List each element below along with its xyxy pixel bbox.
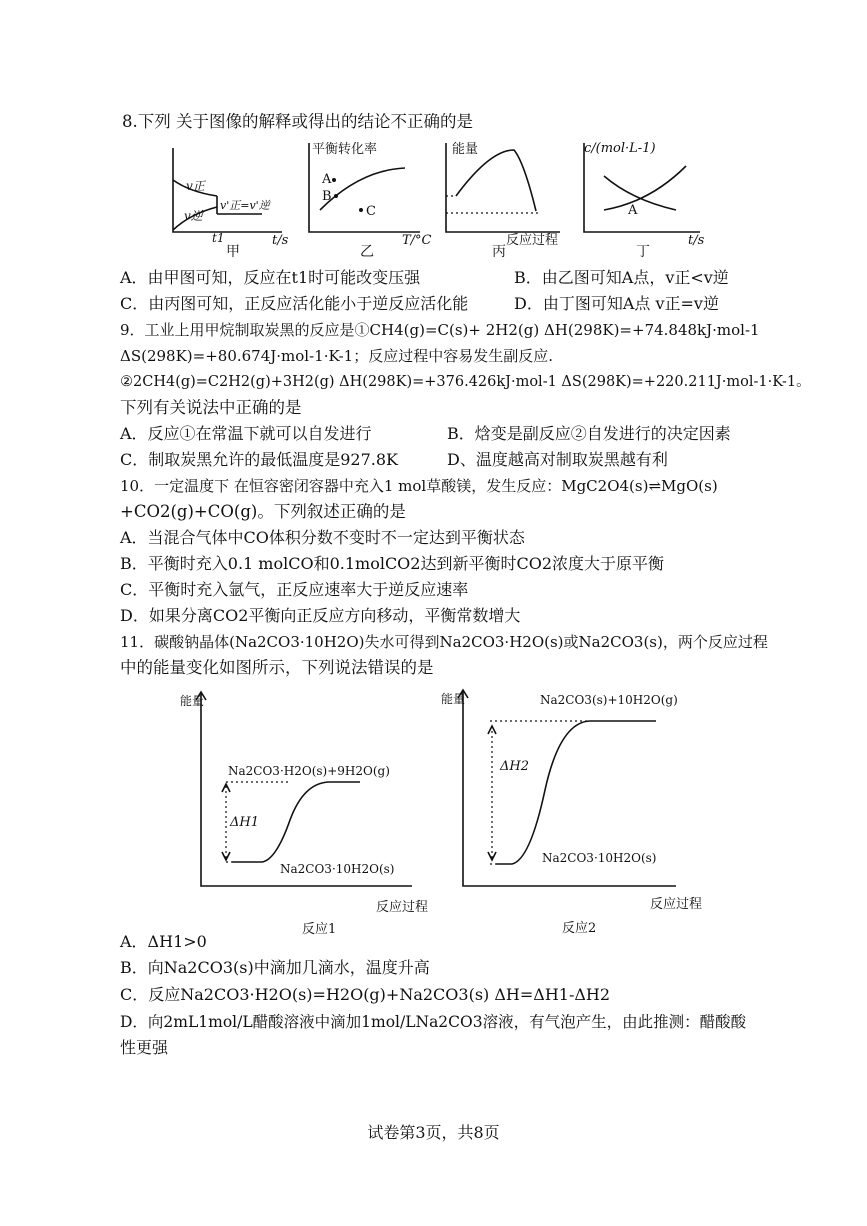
graph-jia-xaxis-label: t/s: [272, 233, 289, 248]
graph-jia-t1-label: t1: [212, 231, 225, 245]
q9-line2: ΔS(298K)=+80.674J·mol-1·K-1；反应过程中容易发生副反应.: [120, 347, 553, 365]
page-footer: 试卷第3页，共8页: [367, 1123, 500, 1142]
graph-reaction2-dh-label: ΔH2: [500, 759, 529, 774]
q8-option-c: C．由丙图可知，正反应活化能小于逆反应活化能: [120, 294, 469, 313]
q8-stem: 8.下列 关于图像的解释或得出的结论不正确的是: [122, 112, 473, 131]
q11-option-a: A．ΔH1>0: [120, 932, 207, 951]
q9-option-a: A．反应①在常温下就可以自发进行: [120, 424, 372, 443]
graph-reaction1: [180, 692, 428, 937]
graph-reaction2-yaxis-label: 能量: [441, 692, 466, 706]
graph-ding-yaxis-label: c/(mol·L-1): [584, 141, 656, 156]
graph-ding-xaxis-label: t/s: [688, 233, 705, 248]
graph-yi-xaxis-label: T/°C: [402, 233, 432, 248]
graph-reaction1-xaxis-label: 反应过程: [376, 900, 429, 915]
q9-line1: 9．工业上用甲烷制取炭黑的反应是①CH4(g)=C(s)+ 2H2(g) ΔH(298K)=+74.848kJ·mol-1: [120, 321, 760, 339]
graph-reaction1-axes: [201, 692, 412, 886]
graph-yi-yaxis-label: 平衡转化率: [312, 142, 378, 157]
q8-option-b: B．由乙图可知A点，v正<v逆: [514, 268, 729, 287]
graph-reaction1-caption: 反应1: [302, 922, 337, 937]
graph-yi-c-label: C: [366, 204, 376, 219]
graph-yi-caption: 乙: [360, 244, 374, 260]
graph-reaction1-dh-label: ΔH1: [230, 815, 259, 830]
graph-bing-yaxis-label: 能量: [452, 142, 479, 157]
graph-reaction2-caption: 反应2: [562, 921, 597, 936]
graph-reaction2-xaxis-label: 反应过程: [650, 897, 703, 912]
q8-option-a: A．由甲图可知，反应在t1时可能改变压强: [120, 268, 421, 287]
q9-line3: ②2CH4(g)=C2H2(g)+3H2(g) ΔH(298K)=+376.426kJ·mol-1 ΔS(298K)=+220.211J·mol-1·K-1。: [120, 374, 811, 390]
graph-reaction2-curve: [496, 721, 656, 864]
graph-reaction2: [441, 690, 702, 936]
graph-yi-b-label: B: [322, 189, 332, 204]
q9-option-b: B．焓变是副反应②自发进行的决定因素: [447, 424, 731, 443]
q10-option-b: B．平衡时充入0.1 molCO和0.1molCO2达到新平衡时CO2浓度大于原平衡: [120, 554, 665, 573]
q10-line2: +CO2(g)+CO(g)。下列叙述正确的是: [120, 502, 406, 521]
q11-option-d-line2: 性更强: [120, 1038, 169, 1057]
graph-jia-vzheng-label: v正: [186, 179, 205, 193]
q10-line1: 10．一定温度下 在恒容密闭容器中充入1 mol草酸镁，发生反应：MgC2O4(s)⇌MgO(s): [120, 477, 718, 495]
q11-option-c: C．反应Na2CO3·H2O(s)=H2O(g)+Na2CO3(s) ΔH=ΔH1-ΔH2: [120, 985, 611, 1004]
graph-bing-xaxis-label: 反应过程: [506, 233, 559, 248]
graph-jia-vni-label: v逆: [184, 209, 203, 223]
graph-reaction2-levels: [490, 721, 590, 864]
q11-option-d-line1: D．向2mL1mol/L醋酸溶液中滴加1mol/LNa2CO3溶液，有气泡产生，由此推测：醋酸酸: [120, 1013, 747, 1031]
graph-ding-caption: 丁: [636, 244, 650, 260]
graph-jia-vprime-label: v'正=v'逆: [220, 199, 270, 212]
q10-option-a: A．当混合气体中CO体积分数不变时不一定达到平衡状态: [120, 528, 525, 547]
q8-option-d: D．由丁图可知A点 v正=v逆: [514, 294, 719, 313]
graph-bing-caption: 丙: [492, 244, 506, 260]
graph-reaction2-top-label: Na2CO3(s)+10H2O(g): [540, 693, 678, 707]
graph-reaction1-yaxis-label: 能量: [180, 694, 205, 708]
q9-option-d: D、温度越高对制取炭黑越有利: [447, 450, 668, 469]
graph-reaction1-top-label: Na2CO3·H2O(s)+9H2O(g): [228, 764, 390, 778]
q11-line2: 中的能量变化如图所示，下列说法错误的是: [120, 658, 434, 677]
graph-ding-a-label: A: [628, 203, 638, 218]
graph-reaction2-bottom-label: Na2CO3·10H2O(s): [542, 851, 657, 865]
graph-jia-caption: 甲: [226, 244, 240, 260]
graph-reaction1-bottom-label: Na2CO3·10H2O(s): [280, 862, 395, 876]
q10-option-d: D．如果分离CO2平衡向正反应方向移动，平衡常数增大: [120, 606, 521, 625]
q11-line1: 11．碳酸钠晶体(Na2CO3·10H2O)失水可得到Na2CO3·H2O(s)或Na2CO3(s)，两个反应过程: [120, 633, 768, 651]
q11-option-b: B．向Na2CO3(s)中滴加几滴水，温度升高: [120, 958, 430, 977]
q10-option-c: C．平衡时充入氩气，正反应速率大于逆反应速率: [120, 580, 469, 599]
q9-option-c: C．制取炭黑允许的最低温度是927.8K: [120, 450, 399, 469]
q9-line4: 下列有关说法中正确的是: [120, 398, 302, 417]
graph-yi-a-label: A: [322, 172, 332, 187]
